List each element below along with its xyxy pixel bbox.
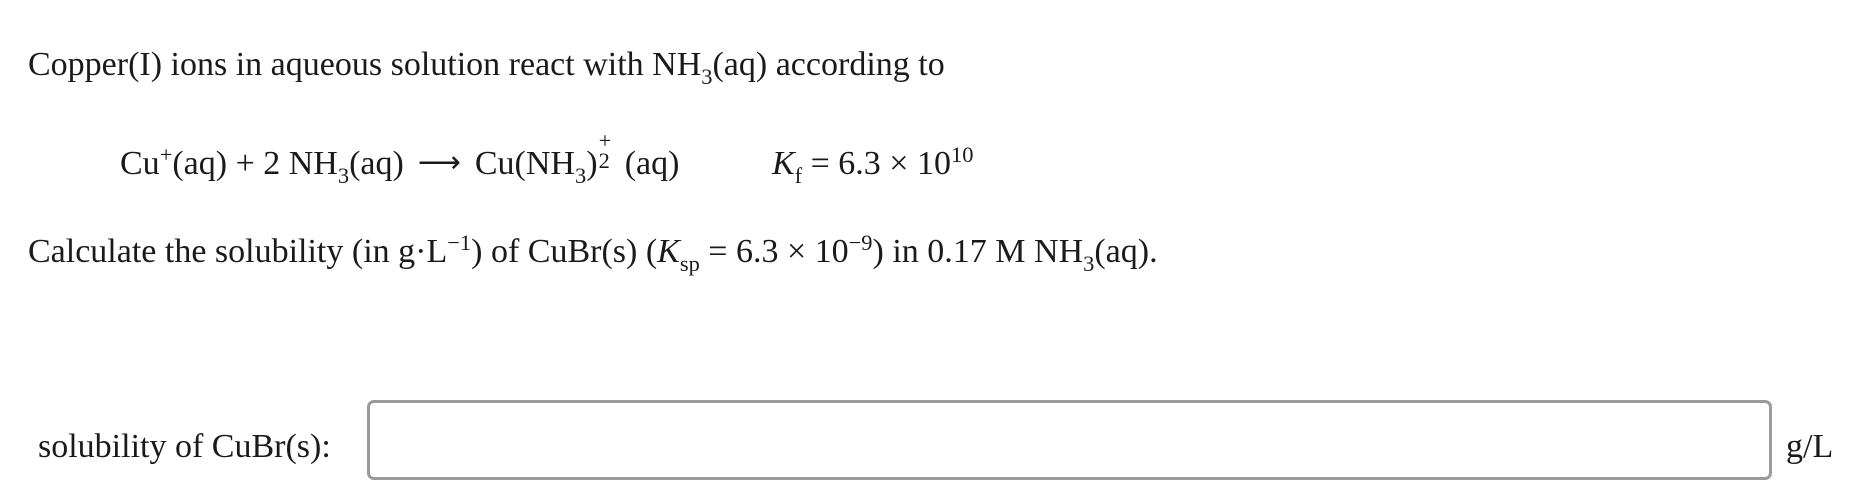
reaction-equation: Cu+(aq) + 2 $NH_3(aq)$ ⟶ $Cu(NH_3)$ + 2 (aq) $K_f = 6.3 \times 10^{10}$ [120,127,974,188]
product-superscript-subscript: + 2 [598,127,612,174]
solubility-input[interactable] [367,400,1772,480]
formation-constant: $K_f = 6.3 \times 10^{10}$ [771,142,974,188]
reaction-arrow: ⟶ [417,145,461,180]
intro-text: Copper(I) ions in aqueous solution react with $NH_3(aq)$ according to [28,46,945,89]
solubility-label: solubility of CuBr(s): [38,428,331,465]
unit-label: g/L [1786,428,1834,465]
question-text: Calculate the solubility (in $g\cdot L^{-1}$) of CuBr(s) $(K_{sp} = 6.3 \times 10^{-9})$ in 0.17 M $NH_3(aq)$. [28,230,1158,276]
